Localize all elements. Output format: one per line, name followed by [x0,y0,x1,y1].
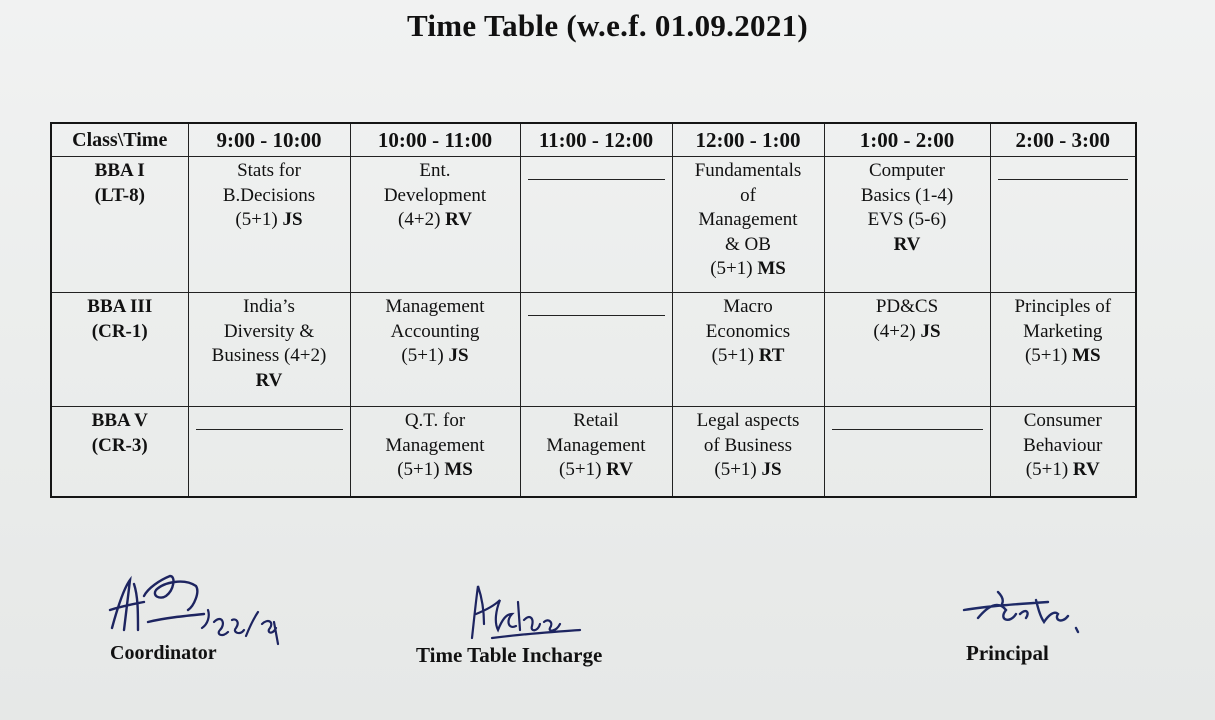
empty-slot-line [528,179,665,180]
faculty-initials: RV [606,459,633,480]
schedule-cell [188,157,350,293]
subject-line: Macro [723,296,773,317]
credits: (5+1) [397,459,440,480]
credits: (4+2) [873,320,916,342]
subject-line: Marketing [1023,320,1103,342]
empty-slot-line [196,429,343,430]
credits: (5+1) [1024,345,1068,366]
time-header: 1:00 - 2:00 [824,123,990,157]
table-row [51,407,1136,497]
subject-line: Development [383,184,487,206]
faculty-initials: RT [758,345,785,366]
faculty-initials: MS [1072,345,1101,366]
subject-line: EVS (5-6) [867,209,947,230]
subject-line: Accounting [390,320,480,342]
class-room: (CR-3) [91,434,148,456]
subject-line: Fundamentals [694,160,802,181]
credits-faculty-line [676,257,821,282]
schedule-cell [350,407,520,497]
credits-faculty-line [524,458,669,483]
principal-signature [958,570,1108,650]
class-name: BBA I [94,160,145,181]
credits: (5+1) [559,459,602,480]
timetable [50,122,1137,498]
subject-line: of [740,184,756,206]
subject-line: Computer [869,160,945,181]
faculty-initials: RV [255,369,283,391]
credits: (5+1) [235,209,278,230]
class-name: BBA III [87,296,153,317]
class-name: BBA V [91,410,148,431]
subject-line: Management [385,434,485,456]
subject-line: Behaviour [1023,434,1103,456]
schedule-cell [824,293,990,407]
class-cell [51,293,188,407]
faculty-initials: RV [1072,459,1100,480]
schedule-cell [990,407,1136,497]
time-header: 11:00 - 12:00 [520,123,672,157]
credits: (4+2) [398,209,441,230]
credits-faculty-line [192,208,347,233]
credits-faculty-line [676,344,821,369]
subject-line: & OB [725,233,771,255]
subject-line: Ent. [419,160,451,181]
empty-slot-line [998,179,1129,180]
subject-line: B.Decisions [222,184,316,206]
credits: (5+1) [714,459,757,480]
credits: (5+1) [1025,459,1069,480]
subject-line: Principles of [1014,296,1112,317]
schedule-cell [672,407,824,497]
credits-faculty-line [994,344,1133,369]
subject-line: Management [385,296,485,317]
faculty-initials: JS [761,459,782,480]
faculty-initials: MS [757,258,786,279]
schedule-cell [520,407,672,497]
table-row [51,293,1136,407]
credits-faculty-line [354,458,517,483]
faculty-initials: JS [920,320,941,342]
schedule-cell [520,293,672,407]
subject-line: Stats for [237,160,301,181]
subject-line: Basics (1-4) [860,184,954,206]
credits: (5+1) [401,345,444,366]
faculty-initials: MS [444,459,473,480]
subject-line: Legal aspects [696,410,800,431]
credits: (5+1) [711,345,754,366]
table-row [51,157,1136,293]
incharge-signature [462,580,592,650]
empty-slot-line [832,429,983,430]
schedule-cell [672,293,824,407]
faculty-initials: RV [445,209,472,230]
subject-line: Business (4+2) [211,345,327,366]
credits-faculty-line [828,233,987,258]
credits-faculty-line [354,344,517,369]
subject-line: Consumer [1023,410,1102,431]
class-room: (LT-8) [94,184,145,206]
schedule-cell [188,407,350,497]
class-room: (CR-1) [91,320,148,342]
schedule-cell [188,293,350,407]
subject-line: Q.T. for [404,410,466,431]
credits-faculty-line [354,208,517,233]
schedule-cell [672,157,824,293]
faculty-initials: RV [893,233,921,255]
empty-slot-line [528,315,665,316]
schedule-cell [350,293,520,407]
credits: (5+1) [710,258,753,279]
subject-line: of Business [703,434,793,456]
faculty-initials: JS [448,345,469,366]
credits-faculty-line [192,369,347,394]
schedule-cell [520,157,672,293]
schedule-cell [990,293,1136,407]
header-row [51,123,1136,157]
subject-line: Management [698,209,798,230]
subject-line: Management [546,434,646,456]
time-header: 2:00 - 3:00 [990,123,1136,157]
subject-line: India’s [243,296,295,317]
coordinator-label: Coordinator [110,642,217,664]
faculty-initials: JS [282,209,303,230]
credits-faculty-line [676,458,821,483]
credits-faculty-line [994,458,1133,483]
schedule-cell [824,157,990,293]
subject-line: Retail [573,410,619,431]
schedule-cell [990,157,1136,293]
principal-label: Principal [966,641,1049,665]
corner-header: Class\Time [51,123,188,157]
subject-line: Economics [705,320,791,342]
schedule-cell [350,157,520,293]
time-header: 12:00 - 1:00 [672,123,824,157]
class-cell [51,157,188,293]
subject-line: PD&CS [875,296,939,317]
credits-faculty-line [828,320,987,345]
page-title: Time Table (w.e.f. 01.09.2021) [406,8,809,43]
subject-line: Diversity & [223,320,315,342]
schedule-cell [824,407,990,497]
incharge-label: Time Table Incharge [416,643,603,667]
time-header: 10:00 - 11:00 [350,123,520,157]
time-header: 9:00 - 10:00 [188,123,350,157]
class-cell [51,407,188,497]
